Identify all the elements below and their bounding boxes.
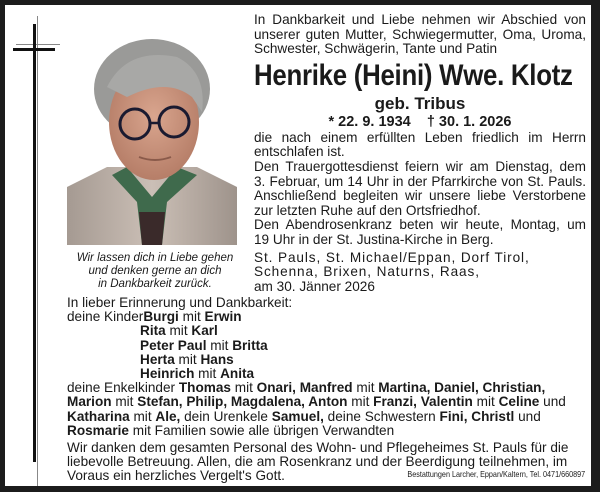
thanks-line: Wir danken dem gesamten Personal des Wohn- und Pflegeheimes St. Pauls für die [67, 440, 569, 456]
passing-line: entschlafen ist. [254, 144, 345, 160]
child-row [67, 353, 588, 367]
places-line: Schenna, Brixen, Naturns, Raas, [254, 264, 480, 280]
funeral-line: Anschließend begleiten wir unsere liebe Verstorbene [254, 188, 586, 204]
child-name: Peter Paul [140, 337, 207, 353]
passing-line: die nach einem erfüllten Leben friedlich im Herrn [254, 129, 586, 145]
memorial-verse [60, 252, 250, 291]
name: Samuel, [271, 408, 324, 424]
text: mit [347, 394, 374, 410]
name: Franzi, Valentin [373, 394, 473, 410]
name: Celine [498, 394, 540, 410]
child-name: Heinrich [140, 366, 195, 382]
intro-line: Schwester, Schwägerin, Tante und Patin [254, 41, 498, 57]
birth-date: * 22. 9. 1934 [328, 113, 411, 130]
rosary-line: 19 Uhr in der St. Justina-Kirche in Berg. [254, 231, 494, 247]
verse-line: und denken gerne an dich [88, 265, 222, 277]
grandchildren-line [67, 381, 588, 395]
name: Fini, Christl [439, 408, 515, 424]
grandchildren-line [67, 395, 588, 409]
text: und [514, 408, 541, 424]
spouse-name: Erwin [204, 309, 242, 325]
verse-line: in Dankbarkeit zurück. [98, 278, 212, 290]
memory-intro: In lieber Erinnerung und Dankbarkeit: [67, 295, 293, 310]
death-date: † 30. 1. 2026 [426, 113, 512, 130]
cross-icon-shadow [16, 44, 60, 45]
name: Rosmarie [67, 422, 129, 438]
text: und [539, 394, 566, 410]
place-date: am 30. Jänner 2026 [254, 278, 375, 294]
announcement [254, 13, 586, 294]
text: mit [352, 380, 379, 396]
undertaker-credit: Bestattungen Larcher, Eppan/Kaltern, Tel. 0471/660897 [407, 469, 585, 479]
child-name: Burgi [143, 309, 179, 325]
spouse-name: Anita [220, 366, 255, 382]
rosary-line: Den Abendrosenkranz beten wir heute, Montag, um [254, 217, 586, 233]
text: deine Schwestern [323, 408, 440, 424]
mit: mit [210, 337, 229, 353]
funeral-line: Den Trauergottesdienst feiern wir am Dienstag, dem [254, 158, 586, 174]
name: Martina, Daniel, Christian, [378, 380, 546, 396]
mit: mit [182, 309, 201, 325]
child-row [67, 324, 588, 338]
child-row [67, 310, 588, 324]
thanks-line: Voraus ein herzliches Vergelt's Gott. [67, 468, 285, 484]
thanks-line: liebevolle Betreuung. Allen, die am Rosenkranz und der Beerdigung teilnehmen, im [67, 454, 568, 470]
spouse-name: Karl [191, 323, 218, 339]
name: Ale, [155, 408, 181, 424]
deceased-name: Henrike (Heini) Wwe. Klotz [254, 58, 573, 92]
child-row [67, 339, 588, 353]
obituary-notice [5, 5, 591, 486]
text: mit [111, 394, 138, 410]
grandchildren-line [67, 424, 588, 438]
mit: mit [198, 366, 217, 382]
cross-icon-vertical [33, 24, 36, 462]
name: Marion [67, 394, 112, 410]
children-label: deine Kinder [67, 309, 144, 325]
portrait-photo [67, 27, 237, 245]
text: mit [129, 408, 156, 424]
name: Onari, Manfred [256, 380, 353, 396]
mourners [67, 296, 588, 484]
spouse-name: Britta [232, 337, 268, 353]
life-dates [254, 114, 586, 131]
places-line: St. Pauls, St. Michael/Eppan, Dorf Tirol, [254, 249, 530, 265]
cross-icon-horizontal [13, 48, 55, 51]
spouse-name: Hans [200, 351, 234, 367]
text: mit Familien sowie alle übrigen Verwandten [128, 422, 395, 438]
name: Stefan, Philip, Magdalena, Anton [137, 394, 348, 410]
name: Thomas [178, 380, 231, 396]
verse-line: Wir lassen dich in Liebe gehen [76, 252, 234, 264]
name: Katharina [67, 408, 130, 424]
cross-icon [37, 16, 38, 486]
child-name: Rita [140, 323, 166, 339]
funeral-line: zur letzten Ruhe auf den Ortsfriedhof. [254, 202, 481, 218]
intro-line: In Dankbarkeit und Liebe nehmen wir Abschied von [254, 12, 586, 27]
funeral-line: 3. Februar, um 14 Uhr in der Pfarrkirche von St. Pauls. [254, 173, 586, 189]
intro-line: unserer guten Mutter, Schwiegermutter, Oma, Uroma, [254, 26, 586, 42]
text: deine Enkelkinder [67, 380, 179, 396]
mit: mit [169, 323, 188, 339]
text: dein Urenkele [180, 408, 272, 424]
text: mit [472, 394, 499, 410]
maiden-name: geb. Tribus [374, 93, 466, 113]
mit: mit [178, 351, 197, 367]
child-row [67, 367, 588, 381]
text: mit [230, 380, 257, 396]
child-name: Herta [140, 351, 175, 367]
grandchildren-line [67, 410, 588, 424]
